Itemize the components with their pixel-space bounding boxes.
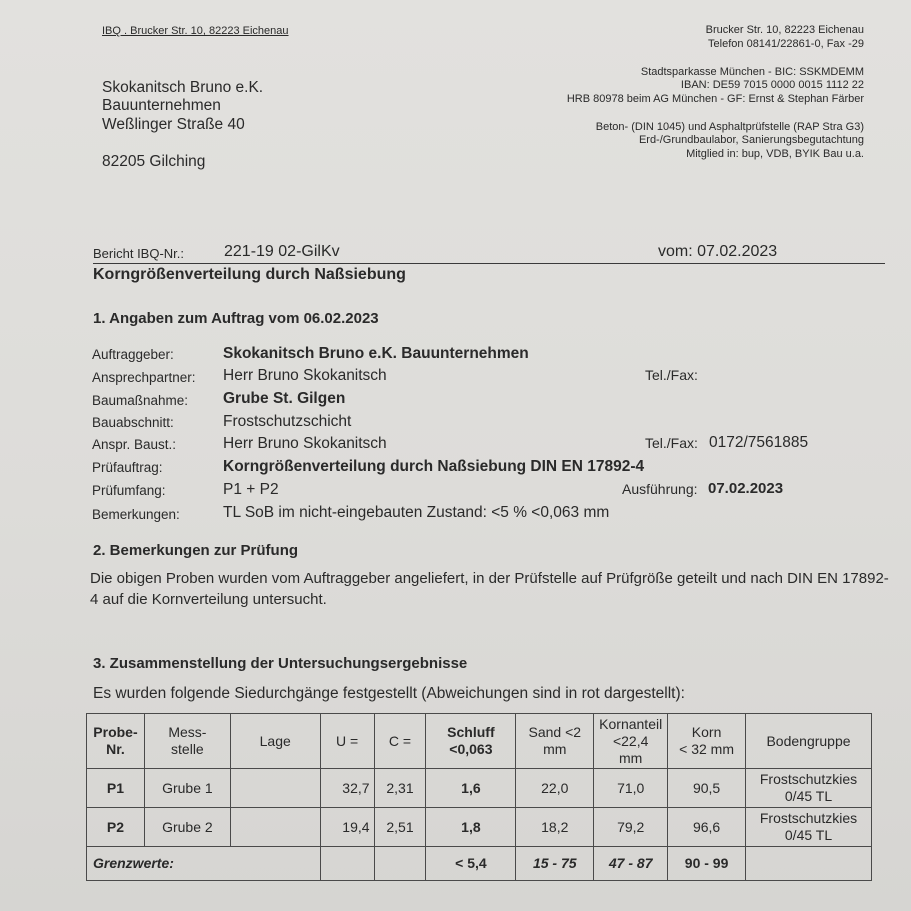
recipient-name: Skokanitsch Bruno e.K. (102, 79, 264, 96)
cell-sand: 22,0 (516, 769, 594, 808)
company-bank: Stadtsparkasse München - BIC: SSKMDEMM (640, 66, 864, 78)
cell-messstelle: Grube 1 (144, 769, 230, 808)
field-label-bauabschnitt: Bauabschnitt: (92, 415, 174, 430)
field-value-anspr-baust: Herr Bruno Skokanitsch (223, 435, 387, 452)
limits-korn: 90 - 99 (668, 847, 746, 881)
section3-intro: Es wurden folgende Siedurchgänge festgestellt (Abweichungen sind in rot dargestellt): (93, 685, 685, 702)
results-table (86, 713, 872, 881)
limits-bodengruppe-empty (746, 847, 872, 881)
cell-kornanteil: 71,0 (594, 769, 668, 808)
company-lab: Erd-/Grundbaulabor, Sanierungsbegutachtung (638, 134, 864, 146)
cell-schluff: 1,6 (426, 769, 516, 808)
telfax2-label: Tel./Fax: (645, 435, 698, 451)
report-title: Korngrößenverteilung durch Naßsiebung (93, 266, 406, 283)
limits-sand: 15 - 75 (516, 847, 594, 881)
header-kornanteil: Kornanteil <22,4 mm (594, 714, 668, 769)
cell-korn: 90,5 (668, 769, 746, 808)
field-label-auftraggeber: Auftraggeber: (92, 347, 174, 362)
company-phone: Telefon 08141/22861-0, Fax -29 (708, 38, 864, 50)
field-label-ansprechpartner: Ansprechpartner: (92, 370, 196, 385)
cell-sand: 18,2 (516, 808, 594, 847)
cell-korn: 96,6 (668, 808, 746, 847)
cell-schluff: 1,8 (426, 808, 516, 847)
header-u: U = (320, 714, 374, 769)
limits-row (87, 847, 872, 881)
company-address: Brucker Str. 10, 82223 Eichenau (705, 24, 864, 36)
company-register: HRB 80978 beim AG München - GF: Ernst & Stephan Färber (566, 93, 864, 105)
company-accreditation: Beton- (DIN 1045) und Asphaltprüfstelle (RAP Stra G3) (595, 121, 864, 133)
cell-bodengruppe: Frostschutzkies 0/45 TL (746, 808, 872, 847)
cell-c: 2,51 (374, 808, 426, 847)
header-probe: Probe- Nr. (87, 714, 145, 769)
field-value-pruefauftrag: Korngrößenverteilung durch Naßsiebung DIN EN 17892-4 (223, 458, 645, 475)
header-sand: Sand <2 mm (516, 714, 594, 769)
results-header-row (87, 714, 872, 769)
ausfuehrung-label: Ausführung: (622, 481, 698, 497)
cell-probe: P2 (87, 808, 145, 847)
field-label-bemerkungen: Bemerkungen: (92, 507, 180, 522)
field-value-ansprechpartner: Herr Bruno Skokanitsch (223, 367, 387, 384)
header-c: C = (374, 714, 426, 769)
cell-bodengruppe: Frostschutzkies 0/45 TL (746, 769, 872, 808)
header-korn: Korn < 32 mm (668, 714, 746, 769)
cell-probe: P1 (87, 769, 145, 808)
section1-heading: 1. Angaben zum Auftrag vom 06.02.2023 (93, 310, 379, 327)
field-label-baumassnahme: Baumaßnahme: (92, 393, 189, 408)
table-row (87, 808, 872, 847)
field-value-baumassnahme: Grube St. Gilgen (223, 390, 346, 407)
limits-c-empty (374, 847, 426, 881)
cell-lage (230, 808, 320, 847)
recipient-line2: Bauunternehmen (102, 97, 221, 114)
sender-address-line: IBQ . Brucker Str. 10, 82223 Eichenau (102, 25, 289, 37)
section2-text: Die obigen Proben wurden vom Auftraggeber angeliefert, in der Prüfstelle auf Prüfgröße geteilt und nach DIN EN 17892-4 auf die Kornverteilung untersucht. (90, 570, 889, 608)
limits-label: Grenzwerte: (87, 847, 321, 881)
limits-kornanteil: 47 - 87 (594, 847, 668, 881)
field-value-auftraggeber: Skokanitsch Bruno e.K. Bauunternehmen (223, 345, 529, 362)
field-label-pruefauftrag: Prüfauftrag: (92, 460, 163, 475)
cell-kornanteil: 79,2 (594, 808, 668, 847)
table-row (87, 769, 872, 808)
company-memberships: Mitglied in: bup, VDB, BYIK Bau u.a. (686, 148, 864, 160)
header-bodengruppe: Bodengruppe (746, 714, 872, 769)
telfax1-label: Tel./Fax: (645, 367, 698, 383)
telfax2-value: 0172/7561885 (709, 434, 809, 451)
cell-lage (230, 769, 320, 808)
cell-u: 32,7 (320, 769, 374, 808)
section3-heading: 3. Zusammenstellung der Untersuchungsergebnisse (93, 655, 468, 672)
field-label-pruefumfang: Prüfumfang: (92, 483, 166, 498)
cell-c: 2,31 (374, 769, 426, 808)
field-value-pruefumfang: P1 + P2 (223, 481, 279, 498)
cell-messstelle: Grube 2 (144, 808, 230, 847)
ausfuehrung-date: 07.02.2023 (708, 480, 784, 497)
report-date: vom: 07.02.2023 (658, 243, 778, 260)
recipient-street: Weßlinger Straße 40 (102, 116, 245, 133)
header-lage: Lage (230, 714, 320, 769)
header-rule (93, 263, 885, 264)
cell-u: 19,4 (320, 808, 374, 847)
section2-heading: 2. Bemerkungen zur Prüfung (93, 542, 299, 559)
recipient-city: 82205 Gilching (102, 153, 206, 170)
header-messstelle: Mess- stelle (144, 714, 230, 769)
report-number-label: Bericht IBQ-Nr.: (93, 246, 185, 261)
field-value-bemerkungen: TL SoB im nicht-eingebauten Zustand: <5 % <0,063 mm (223, 504, 610, 521)
field-value-bauabschnitt: Frostschutzschicht (223, 413, 352, 430)
header-schluff: Schluff <0,063 (426, 714, 516, 769)
field-label-anspr-baust: Anspr. Baust.: (92, 437, 177, 452)
report-number: 221-19 02-GilKv (224, 243, 340, 260)
limits-schluff: < 5,4 (426, 847, 516, 881)
company-iban: IBAN: DE59 7015 0000 0015 1112 22 (680, 79, 864, 91)
limits-u-empty (320, 847, 374, 881)
